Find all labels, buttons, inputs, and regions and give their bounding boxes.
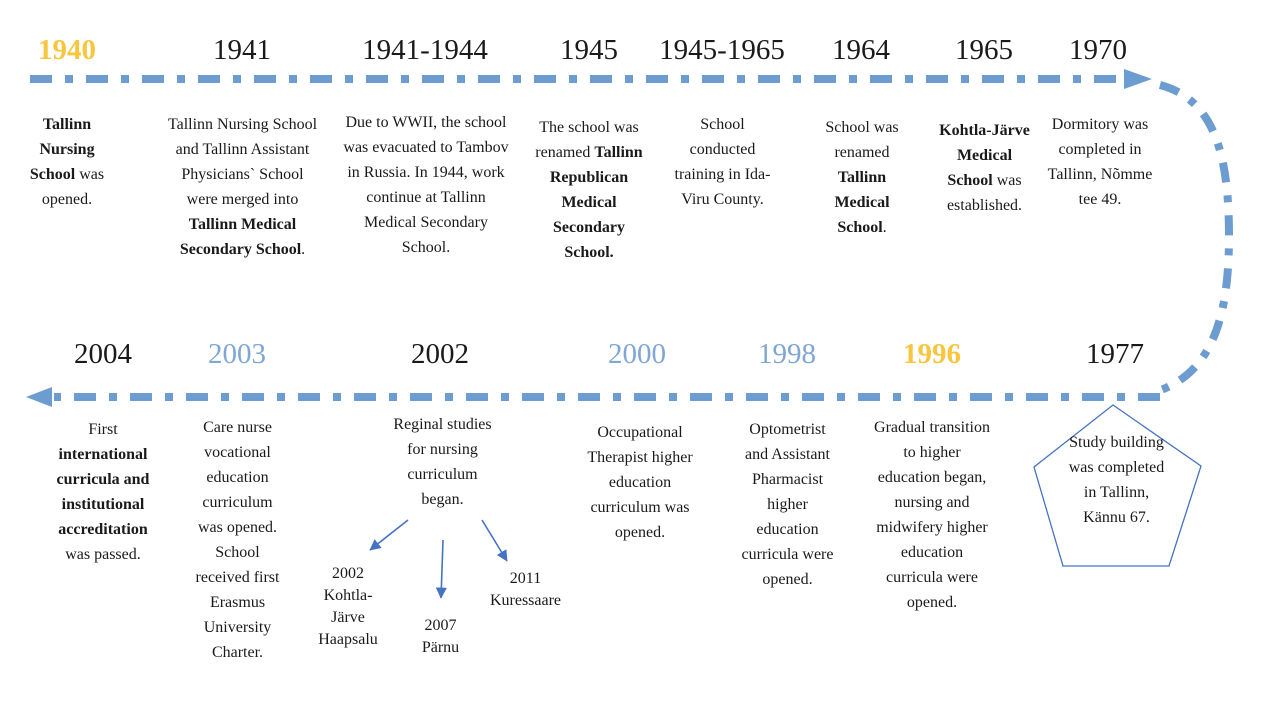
event-1941-1944: Due to WWII, the school was evacuated to Tambov in Russia. In 1944, work continue at Tallinn Medical Secondary School. <box>343 114 509 256</box>
branch-arrow-middle-icon <box>441 540 443 598</box>
event-2004: First international curricula and institutional accreditation was passed. <box>56 421 150 563</box>
year-label-1970: 1970 <box>1069 34 1127 66</box>
event-1945-1965: School conducted training in Ida-Viru County. <box>674 116 771 208</box>
event-1970: Dormitory was completed in Tallinn, Nõmme tee 49. <box>1047 116 1153 208</box>
year-label-1945: 1945 <box>560 34 618 66</box>
event-1940-text: Tallinn Nursing School <box>29 116 95 183</box>
timeline-left-arrowhead-icon <box>26 387 52 407</box>
year-label-1977: 1977 <box>1086 338 1144 370</box>
year-label-2000: 2000 <box>608 338 666 370</box>
timeline-right-arrowhead-icon <box>1124 69 1152 89</box>
branch-arrow-left-icon <box>370 520 408 550</box>
event-1998: Optometrist and Assistant Pharmacist higher education curricula were opened. <box>741 421 834 588</box>
year-label-1945-1965: 1945-1965 <box>659 34 785 66</box>
year-label-1940: 1940 <box>38 34 96 66</box>
branch-label-parnu: 2007 Pärnu <box>421 617 460 656</box>
year-label-1941-1944: 1941-1944 <box>362 34 488 66</box>
year-label-2004: 2004 <box>74 338 132 370</box>
event-1996: Gradual transition to higher education began, nursing and midwifery higher education curricula were opened. <box>874 419 990 611</box>
event-1941: Tallinn Nursing School and Tallinn Assistant Physicians` School were merged into Tallinn Medical Secondary School. <box>167 116 318 258</box>
event-2003: Care nurse vocational education curriculum was opened. School received first Erasmus University Charter. <box>195 419 280 661</box>
event-1945: The school was renamed Tallinn Republican Medical Secondary School. <box>535 119 643 261</box>
branch-arrow-right-icon <box>482 520 507 561</box>
event-1940: Tallinn Nursing School was opened. <box>29 116 105 208</box>
year-label-1965: 1965 <box>955 34 1013 66</box>
year-label-1941: 1941 <box>213 34 271 66</box>
year-label-1964: 1964 <box>832 34 890 66</box>
event-1977-pentagon-text: Study building was completed in Tallinn, Kännu 67. <box>1068 434 1165 526</box>
year-label-2003: 2003 <box>208 338 266 370</box>
branch-label-kuressaare: 2011 Kuressaare <box>489 570 562 609</box>
event-1964: School was renamed Tallinn Medical School. <box>825 119 899 236</box>
event-2002: Reginal studies for nursing curriculum began. <box>393 416 492 508</box>
year-label-1998: 1998 <box>758 338 816 370</box>
event-1965: Kohtla-Järve Medical School was established. <box>939 122 1030 214</box>
event-2000: Occupational Therapist higher education curriculum was opened. <box>587 424 693 541</box>
year-label-1996: 1996 <box>903 338 961 370</box>
branch-label-kohtla-jarve-haapsalu: 2002 Kohtla-Järve Haapsalu <box>318 565 378 648</box>
year-label-2002: 2002 <box>411 338 469 370</box>
